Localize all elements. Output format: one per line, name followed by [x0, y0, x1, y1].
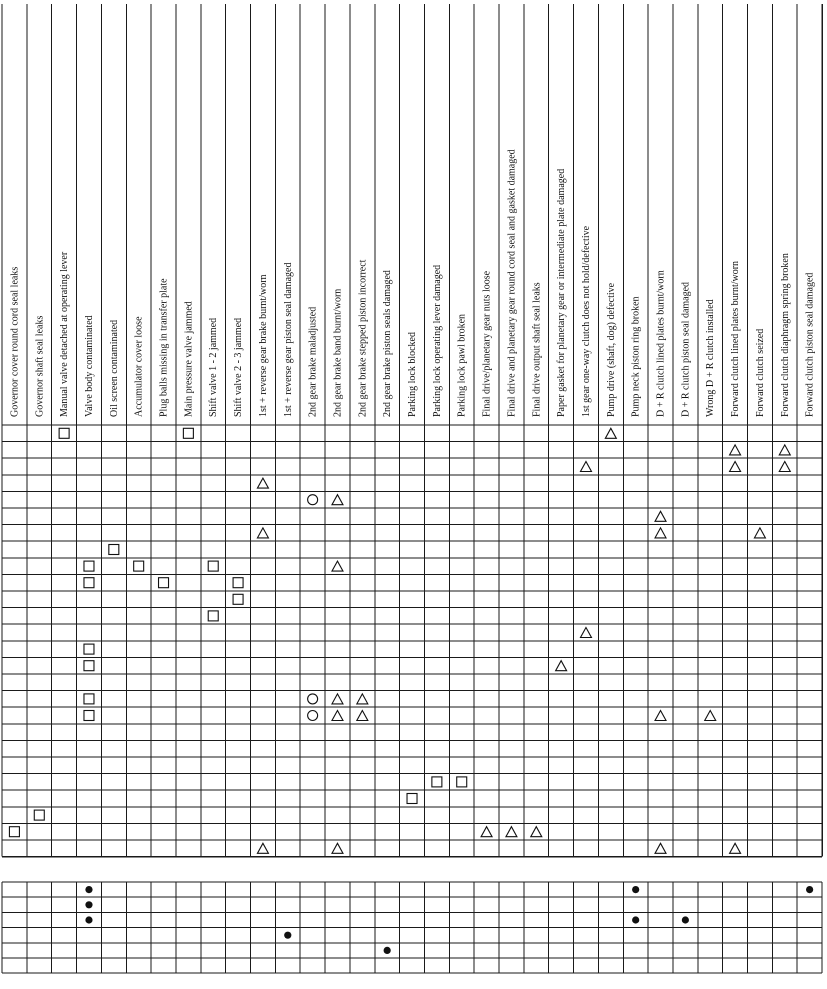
triangle-symbol [580, 628, 591, 638]
triangle-symbol [531, 827, 542, 837]
square-symbol [208, 561, 218, 571]
column-header-32: Forward clutch diaphragm spring broken [779, 253, 791, 417]
triangle-symbol [357, 694, 368, 704]
column-header-2: Governor shaft seal leaks [34, 315, 46, 417]
column-header-12: 1st + reverse gear piston seal damaged [282, 262, 294, 417]
column-header-1: Governor cover round cord seal leaks [9, 266, 21, 417]
column-header-3: Manual valve detached at operating lever [59, 251, 71, 417]
triangle-symbol [655, 511, 666, 521]
square-symbol [84, 644, 94, 654]
triangle-symbol [730, 445, 741, 455]
square-symbol [84, 561, 94, 571]
column-header-7: Plug balls missing in transfer plate [158, 278, 170, 417]
upper-symptom-grid [2, 4, 822, 857]
column-header-6: Accumulator cover loose [133, 316, 145, 417]
triangle-symbol [332, 694, 343, 704]
column-header-25: Pump drive (shaft, dog) defective [605, 282, 617, 417]
dot-symbol [632, 886, 639, 893]
column-header-11: 1st + reverse gear brake burnt/worn [257, 274, 269, 417]
square-symbol [9, 827, 19, 837]
dot-symbol [632, 916, 639, 923]
triangle-symbol [754, 528, 765, 538]
dot-symbol [85, 886, 92, 893]
square-symbol [134, 561, 144, 571]
column-header-24: 1st gear one-way clutch does not hold/defective [580, 225, 592, 417]
column-header-28: D + R clutch piston seal damaged [680, 281, 692, 417]
square-symbol [233, 578, 243, 588]
triangle-symbol [779, 445, 790, 455]
column-header-16: 2nd gear brake piston seals damaged [382, 270, 394, 417]
circle-symbol [308, 711, 318, 721]
triangle-symbol [257, 478, 268, 488]
column-header-19: Parking lock pawl broken [456, 313, 468, 417]
square-symbol [233, 594, 243, 604]
circle-symbol [308, 495, 318, 505]
square-symbol [84, 661, 94, 671]
triangle-symbol [605, 428, 616, 438]
dot-symbol [806, 886, 813, 893]
square-symbol [407, 794, 417, 804]
dot-symbol [85, 916, 92, 923]
dot-symbol [85, 901, 92, 908]
square-symbol [208, 611, 218, 621]
column-header-31: Forward clutch seized [754, 328, 766, 417]
triangle-symbol [506, 827, 517, 837]
dot-symbol [682, 916, 689, 923]
column-header-5: Oil screen contaminated [108, 319, 120, 417]
square-symbol [34, 810, 44, 820]
column-header-29: Wrong D + R clutch installed [705, 299, 717, 417]
square-symbol [84, 578, 94, 588]
column-header-8: Main pressure valve jammed [183, 301, 195, 417]
triangle-symbol [730, 843, 741, 853]
column-header-30: Forward clutch lined plates burnt/worn [730, 260, 742, 417]
column-header-22: Final drive output shaft seal leaks [531, 282, 543, 417]
square-symbol [84, 694, 94, 704]
triangle-symbol [580, 462, 591, 472]
triangle-symbol [332, 711, 343, 721]
triangle-symbol [332, 561, 343, 571]
dot-symbol [384, 947, 391, 954]
triangle-symbol [655, 528, 666, 538]
circle-symbol [308, 694, 318, 704]
column-header-9: Shift valve 1 - 2 jammed [208, 317, 220, 417]
column-header-14: 2nd gear brake band burnt/worn [332, 288, 344, 417]
square-symbol [183, 428, 193, 438]
column-header-20: Final drive/planetary gear nuts loose [481, 270, 493, 417]
column-header-4: Valve body contaminated [83, 315, 95, 417]
column-header-18: Parking lock operating lever damaged [431, 264, 443, 417]
lower-symptom-grid [2, 882, 822, 973]
triangle-symbol [655, 843, 666, 853]
triangle-symbol [257, 843, 268, 853]
square-symbol [457, 777, 467, 787]
column-header-17: Parking lock blocked [407, 332, 419, 417]
square-symbol [59, 428, 69, 438]
column-header-27: D + R clutch lined plates burnt/worn [655, 270, 667, 417]
triangle-symbol [257, 528, 268, 538]
triangle-symbol [332, 495, 343, 505]
triangle-symbol [556, 661, 567, 671]
triangle-symbol [705, 711, 716, 721]
square-symbol [159, 578, 169, 588]
column-header-15: 2nd gear brake stepped piston incorrect [357, 259, 369, 417]
triangle-symbol [655, 711, 666, 721]
triangle-symbol [332, 843, 343, 853]
dot-symbol [284, 932, 291, 939]
column-header-33: Forward clutch piston seal damaged [804, 272, 816, 417]
square-symbol [432, 777, 442, 787]
column-header-26: Pump neck piston ring broken [630, 296, 642, 417]
column-header-10: Shift valve 2 - 3 jammed [233, 317, 245, 417]
square-symbol [109, 545, 119, 555]
triangle-symbol [779, 462, 790, 472]
triangle-symbol [730, 462, 741, 472]
triangle-symbol [357, 711, 368, 721]
column-header-23: Paper gasket for planetary gear or intermediate plate damaged [556, 168, 568, 417]
column-header-21: Final drive and planetary gear round cord seal and gasket damaged [506, 149, 518, 417]
column-header-13: 2nd gear brake maladjusted [307, 306, 319, 417]
square-symbol [84, 711, 94, 721]
triangle-symbol [481, 827, 492, 837]
